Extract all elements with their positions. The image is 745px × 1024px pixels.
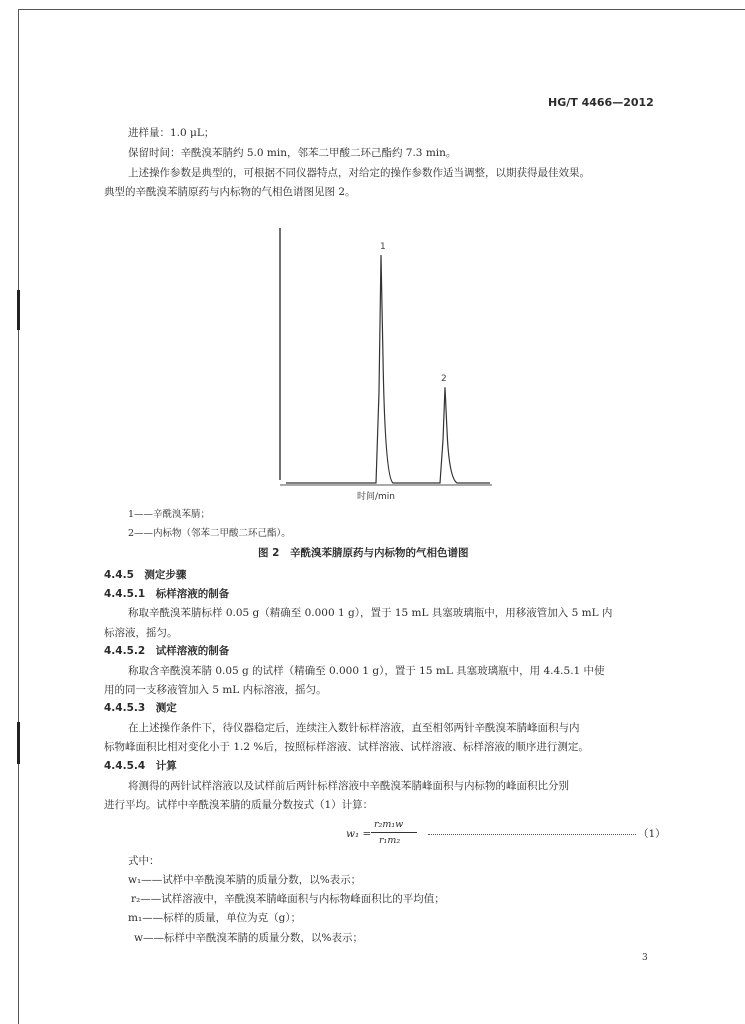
parameter-note-line: 典型的辛酰溴苯腈原药与内标物的气相色谱图见图 2。: [104, 186, 356, 198]
paragraph-line: 将测得的两针试样溶液以及试样前后两针标样溶液中辛酰溴苯腈峰面积与内标物的峰面积比分别: [128, 780, 569, 792]
chromatogram-trace: [286, 255, 490, 483]
x-axis-label: 时间/min: [357, 492, 396, 502]
variable-definition: m₁——标样的质量，单位为克（g）；: [128, 912, 302, 924]
chromatogram: [270, 218, 500, 508]
paragraph-line: 在上述操作条件下，待仪器稳定后，连续注入数针标样溶液，直至相邻两针辛酰溴苯腈峰面积与内: [128, 722, 580, 734]
injection-volume-line: 进样量：1.0 μL；: [128, 127, 215, 139]
formula-lhs: w₁ =: [346, 828, 372, 840]
paragraph-line: 用的同一支移液管加入 5 mL 内标溶液，摇匀。: [104, 684, 327, 696]
where-title: 式中：: [128, 855, 160, 867]
peak-1-label: 1: [380, 242, 386, 252]
figure-legend-item: 2——内标物（邻苯二甲酸二环己酯）。: [128, 528, 291, 539]
variable-definition: w——标样中辛酰溴苯腈的质量分数，以%表示；: [134, 932, 363, 944]
figure-caption: 图 2 辛酰溴苯腈原药与内标物的气相色谱图: [258, 547, 469, 559]
section-heading: 4.4.5 测定步骤: [104, 569, 187, 581]
retention-time-line: 保留时间：辛酰溴苯腈约 5.0 min，邻苯二甲酸二环己酯约 7.3 min。: [128, 147, 457, 159]
standard-number: HG/T 4466—2012: [548, 96, 654, 109]
variable-definition: w₁——试样中辛酰溴苯腈的质量分数，以%表示；: [128, 874, 362, 886]
page-number: 3: [642, 953, 648, 963]
page-frame-left: [18, 9, 19, 1024]
paragraph-line: 称取含辛酰溴苯腈 0.05 g 的试样（精确至 0.000 1 g），置于 15 mL 具塞玻璃瓶中，用 4.4.5.1 中使: [128, 665, 605, 677]
paragraph-line: 称取辛酰溴苯腈标样 0.05 g（精确至 0.000 1 g），置于 15 mL 具塞玻璃瓶中，用移液管加入 5 mL 内: [128, 607, 613, 619]
formula-numerator: r₂m₁w: [374, 819, 404, 830]
peak-2-label: 2: [441, 374, 447, 385]
figure-legend-item: 1——辛酰溴苯腈；: [128, 509, 211, 520]
fraction-bar: [371, 832, 417, 833]
scan-binding-mark: [17, 290, 20, 330]
section-heading: 4.4.5.4 计算: [104, 760, 177, 772]
section-heading: 4.4.5.3 测定: [104, 702, 177, 714]
variable-definition: r₂——试样溶液中，辛酰溴苯腈峰面积与内标物峰面积比的平均值；: [131, 893, 445, 905]
paragraph-line: 标物峰面积比相对变化小于 1.2 %后，按照标样溶液、试样溶液、试样溶液、标样溶液的顺序进行测定。: [104, 741, 589, 753]
formula-number: （1）: [638, 828, 666, 840]
paragraph-line: 标溶液，摇匀。: [104, 627, 178, 639]
paragraph-line: 进行平均。试样中辛酰溴苯腈的质量分数按式（1）计算：: [104, 799, 374, 811]
section-heading: 4.4.5.2 试样溶液的制备: [104, 645, 230, 657]
section-heading: 4.4.5.1 标样溶液的制备: [104, 588, 230, 600]
page-frame-top: [18, 9, 745, 10]
formula-denominator: r₁m₂: [379, 835, 401, 846]
leader-dots: [428, 834, 636, 835]
formula-1: [346, 818, 666, 850]
parameter-note-line: 上述操作参数是典型的，可根据不同仪器特点，对给定的操作参数作适当调整，以期获得最佳效果。: [128, 167, 590, 179]
scan-binding-mark: [17, 722, 20, 764]
